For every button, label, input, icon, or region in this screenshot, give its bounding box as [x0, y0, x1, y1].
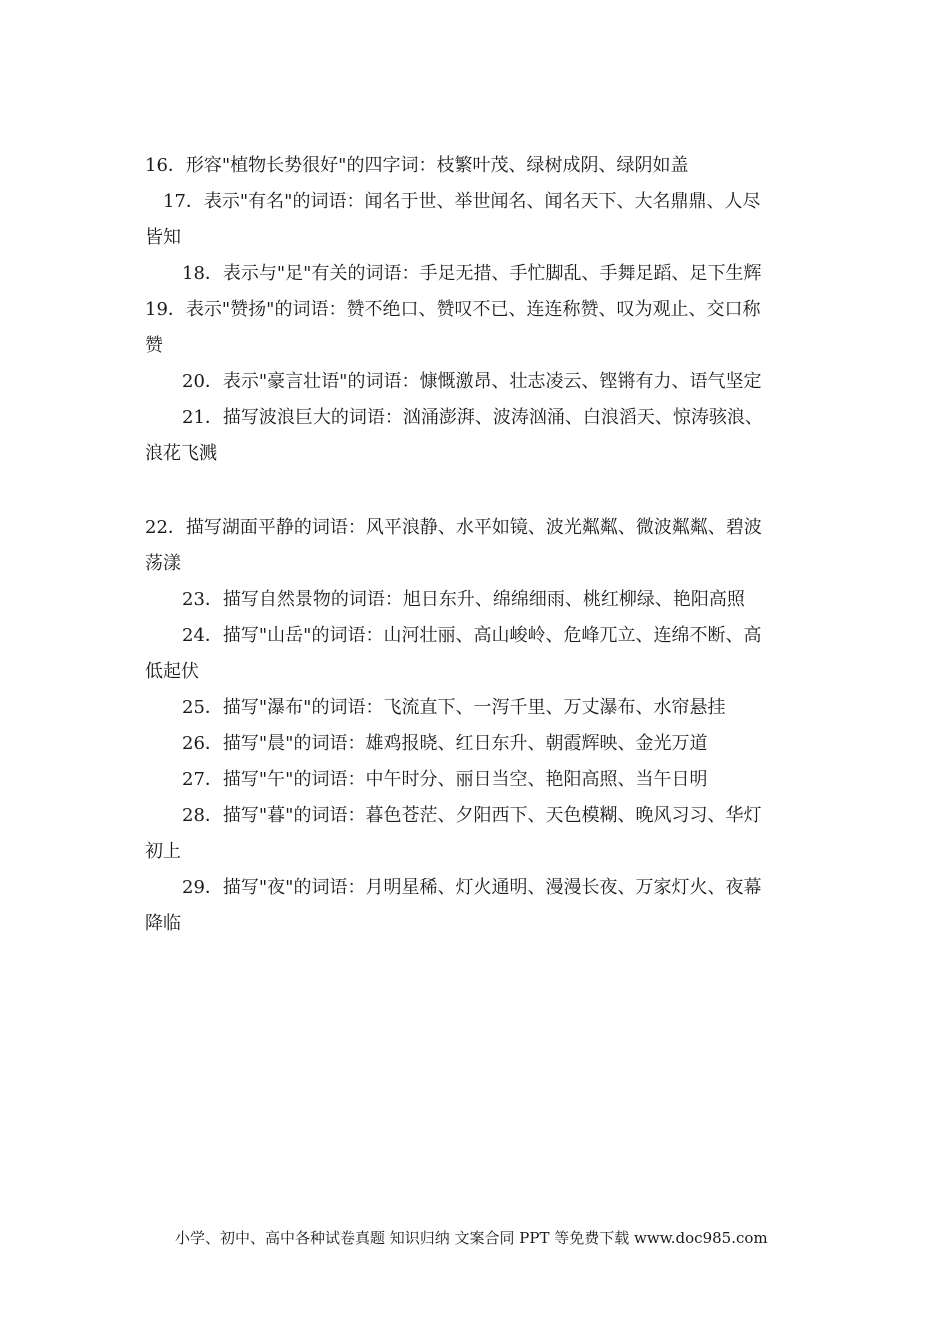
text-line: 26．描写"晨"的词语：雄鸡报晓、红日东升、朝霞辉映、金光万道 — [182, 733, 708, 754]
text-line: 18．表示与"足"有关的词语：手足无措、手忙脚乱、手舞足蹈、足下生辉 — [182, 263, 762, 284]
page-footer: 小学、初中、高中各种试卷真题 知识归纳 文案合同 PPT 等免费下载 www.doc985.com — [175, 1229, 768, 1247]
text-line: 19．表示"赞扬"的词语：赞不绝口、赞叹不已、连连称赞、叹为观止、交口称 — [145, 299, 761, 320]
text-line: 29．描写"夜"的词语：月明星稀、灯火通明、漫漫长夜、万家灯火、夜幕 — [182, 877, 762, 898]
text-line: 22．描写湖面平静的词语：风平浪静、水平如镜、波光粼粼、微波粼粼、碧波 — [145, 517, 762, 538]
text-line: 皆知 — [145, 227, 181, 248]
text-line: 23．描写自然景物的词语：旭日东升、绵绵细雨、桃红柳绿、艳阳高照 — [182, 589, 745, 610]
text-line: 浪花飞溅 — [145, 443, 217, 464]
text-line: 低起伏 — [145, 661, 199, 682]
text-line: 17．表示"有名"的词语：闻名于世、举世闻名、闻名天下、大名鼎鼎、人尽 — [163, 191, 761, 212]
text-line: 降临 — [145, 913, 181, 934]
text-line: 28．描写"暮"的词语：暮色苍茫、夕阳西下、天色模糊、晚风习习、华灯 — [182, 805, 762, 826]
text-line: 初上 — [145, 841, 181, 862]
text-line: 荡漾 — [145, 553, 181, 574]
text-line: 25．描写"瀑布"的词语：飞流直下、一泻千里、万丈瀑布、水帘悬挂 — [182, 697, 726, 718]
text-line: 20．表示"豪言壮语"的词语：慷慨激昂、壮志凌云、铿锵有力、语气坚定 — [182, 371, 762, 392]
text-line: 16．形容"植物长势很好"的四字词：枝繁叶茂、绿树成阴、绿阴如盖 — [145, 155, 689, 176]
text-line: 21．描写波浪巨大的词语：汹涌澎湃、波涛汹涌、白浪滔天、惊涛骇浪、 — [182, 407, 763, 428]
text-line: 赞 — [145, 335, 163, 356]
text-line: 27．描写"午"的词语：中午时分、丽日当空、艳阳高照、当午日明 — [182, 769, 708, 790]
text-line: 24．描写"山岳"的词语：山河壮丽、高山峻岭、危峰兀立、连绵不断、高 — [182, 625, 762, 646]
